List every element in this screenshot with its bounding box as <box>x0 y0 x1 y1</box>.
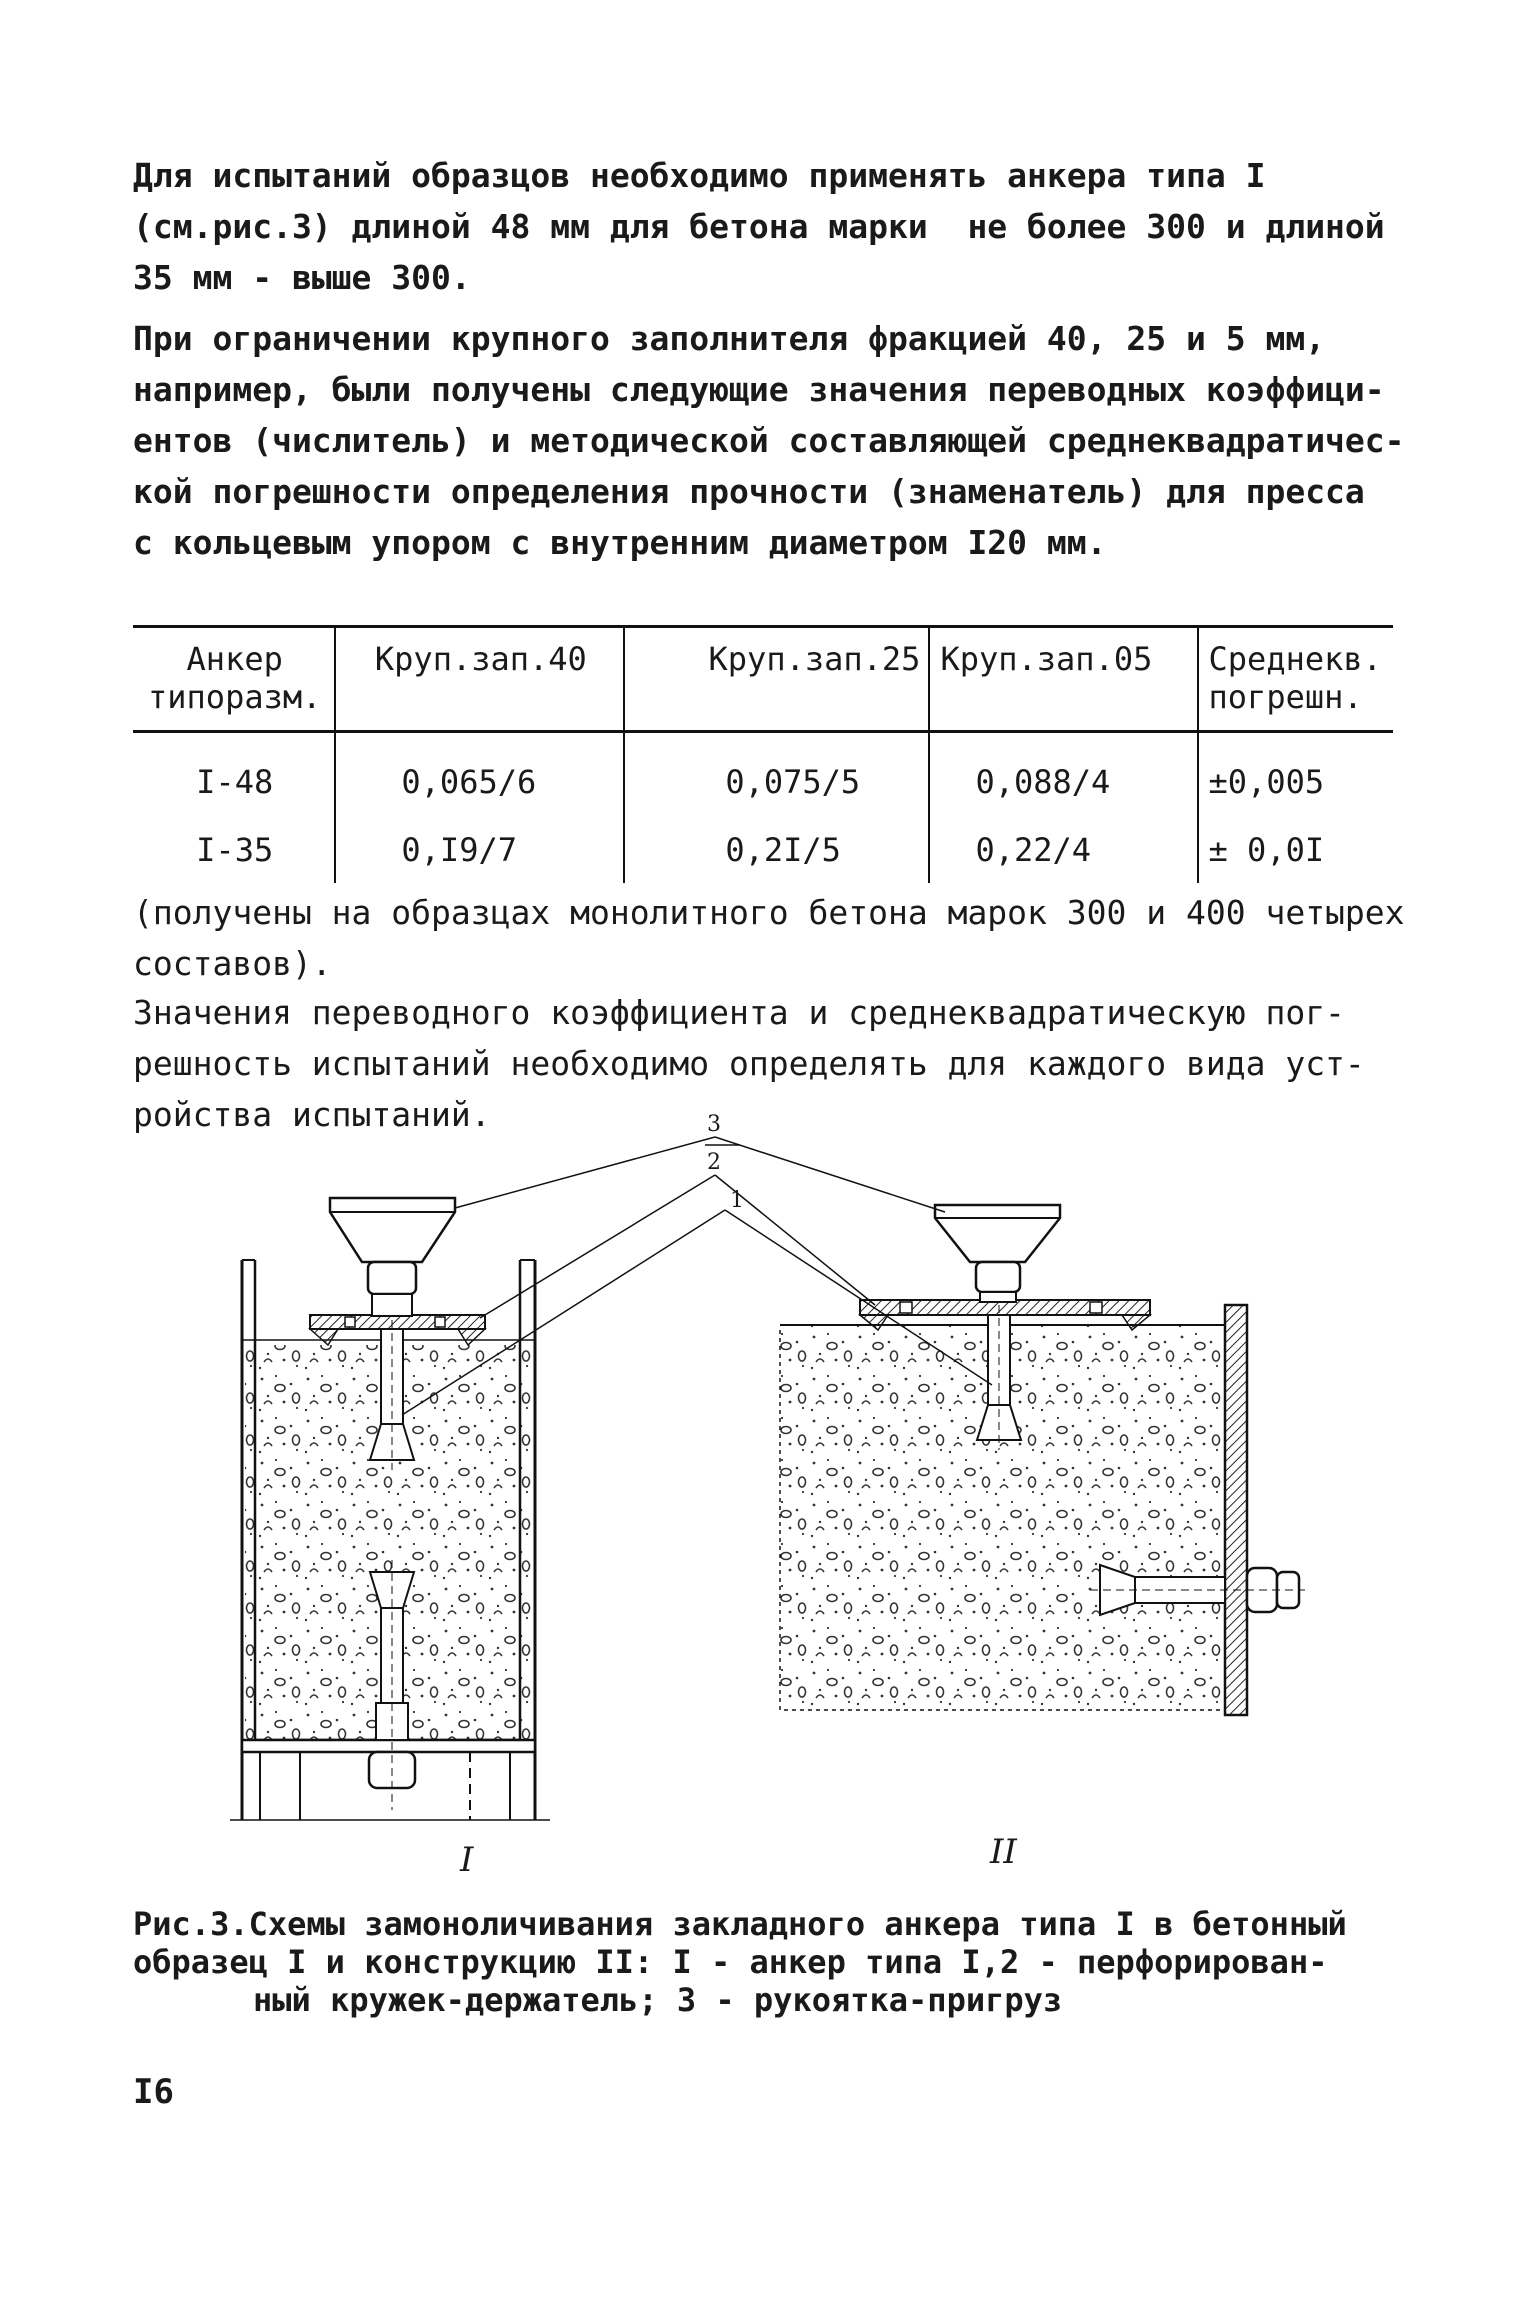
header-text: Среднекв. <box>1208 640 1382 678</box>
text-line: кой погрешности определения прочности (знаменатель) для пресса <box>133 472 1365 511</box>
table-cell: 0,I9/7 <box>335 815 624 883</box>
header-text: погрешн. <box>1208 678 1363 716</box>
header-text: Круп.зап.05 <box>940 640 1153 678</box>
coefficients-table <box>133 625 1393 883</box>
text-line: решность испытаний необходимо определять для каждого вида уст- <box>133 1044 1365 1083</box>
scheme-1-mould <box>230 1198 550 1820</box>
table-cell: 0,22/4 <box>929 815 1197 883</box>
scheme-label-2: II <box>990 1832 1017 1872</box>
text-line: При ограничении крупного заполнителя фракцией 40, 25 и 5 мм, <box>133 319 1326 358</box>
text-line: 35 мм - выше 300. <box>133 258 471 297</box>
header-text: типоразм. <box>148 678 322 716</box>
callout-3: 3 <box>707 1112 721 1137</box>
header-aggregate-25 <box>624 627 929 732</box>
figure-caption <box>133 1905 1408 2019</box>
callout-1: 1 <box>730 1188 744 1213</box>
scheme-2-structure <box>780 1205 1305 1715</box>
page-number: I6 <box>133 2072 174 2112</box>
text-line: Для испытаний образцов необходимо применять анкера типа I <box>133 156 1266 195</box>
table-cell: ± 0,0I <box>1208 831 1325 869</box>
table-cell: 0,2I/5 <box>624 815 929 883</box>
table-cell: ±0,005 <box>1208 763 1325 801</box>
paragraph-determination <box>133 987 1408 1140</box>
caption-line: Рис.3.Схемы замоноличивания закладного анкера типа I в бетонный <box>133 1905 1347 1943</box>
table-row <box>133 732 1393 816</box>
scheme-label-1: I <box>460 1840 474 1880</box>
table-row <box>133 815 1393 883</box>
text-line: (получены на образцах монолитного бетона марок 300 и 400 четырех <box>133 893 1405 932</box>
text-line: составов). <box>133 944 332 983</box>
header-anchor-size <box>133 627 335 732</box>
paragraph-coefficients <box>133 313 1408 568</box>
table-cell: I-35 <box>133 815 335 883</box>
text-line: ройства испытаний. <box>133 1095 491 1134</box>
header-aggregate-40 <box>335 627 624 732</box>
table-cell: 0,065/6 <box>335 732 624 816</box>
text-line: с кольцевым упором с внутренним диаметром I20 мм. <box>133 523 1107 562</box>
header-text: Круп.зап.25 <box>708 640 921 678</box>
text-line: (см.рис.3) длиной 48 мм для бетона марки не более 300 и длиной <box>133 207 1385 246</box>
figure-drawing <box>210 1120 1400 1850</box>
table-cell: I-48 <box>133 732 335 816</box>
caption-line: ный кружек-держатель; 3 - рукоятка-пригруз <box>253 1981 1063 2019</box>
header-text: Круп.зап.40 <box>374 640 587 678</box>
paragraph-anchor-requirements <box>133 150 1408 303</box>
callout-2: 2 <box>707 1150 721 1175</box>
header-rms-error <box>1198 627 1393 732</box>
caption-line: образец I и конструкцию II: I - анкер типа I,2 - перфорирован- <box>133 1943 1328 1981</box>
table-cell: 0,088/4 <box>929 732 1197 816</box>
text-line: ентов (числитель) и методической составляющей среднеквадратичес- <box>133 421 1405 460</box>
paragraph-note <box>133 887 1408 989</box>
text-line: например, были получены следующие значения переводных коэффици- <box>133 370 1385 409</box>
header-text: Анкер <box>186 640 283 678</box>
text-line: Значения переводного коэффициента и среднеквадратическую пог- <box>133 993 1345 1032</box>
table-header-row <box>133 627 1393 732</box>
table-cell: 0,075/5 <box>624 732 929 816</box>
figure-anchor-schemes <box>210 1112 1400 1880</box>
header-aggregate-05 <box>929 627 1197 732</box>
